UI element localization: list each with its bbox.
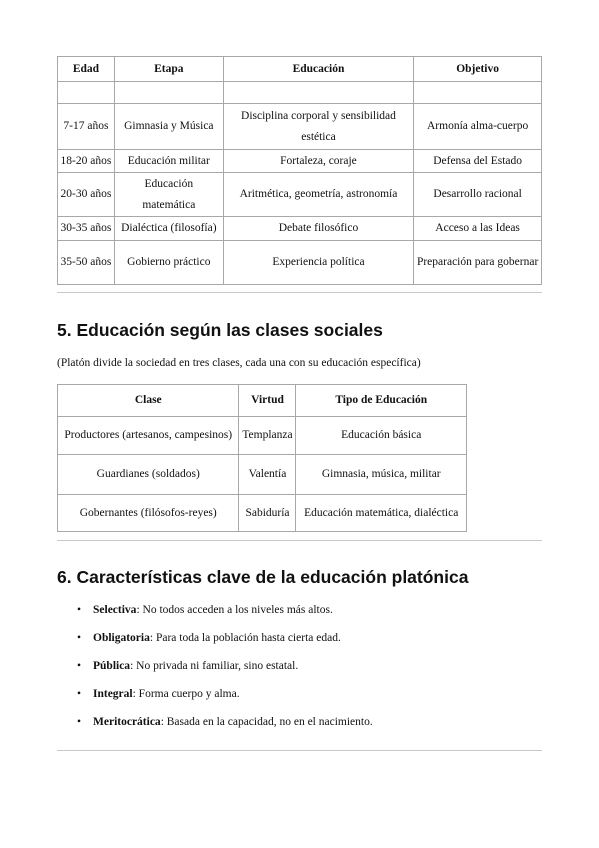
item-text: : Para toda la población hasta cierta edad. (149, 632, 341, 644)
item-term: Pública (93, 660, 131, 672)
table-row (58, 495, 467, 532)
cell-objective: Armonía alma-cuerpo (414, 104, 542, 150)
item-text: : No todos acceden a los niveles más altos. (136, 604, 333, 616)
header-objetivo: Objetivo (414, 57, 542, 82)
divider (57, 292, 542, 293)
divider (57, 540, 542, 541)
cell-objective: Defensa del Estado (414, 150, 542, 173)
cell-virtue: Valentía (239, 455, 296, 495)
cell-age: 35-50 años (58, 241, 115, 285)
item-text: : Forma cuerpo y alma. (132, 688, 240, 700)
cell-stage: Dialéctica (filosofía) (114, 217, 223, 241)
list-item (57, 658, 542, 686)
list-item (57, 602, 542, 630)
table-row (58, 417, 467, 455)
table-row (58, 217, 542, 241)
empty-row (58, 82, 542, 104)
bullet-icon: • (77, 604, 82, 616)
table-row (58, 455, 467, 495)
table-row (58, 173, 542, 217)
cell-education: Aritmética, geometría, astronomía (223, 173, 414, 217)
education-stages-table (57, 56, 542, 285)
cell-education: Experiencia política (223, 241, 414, 285)
cell-education: Fortaleza, coraje (223, 150, 414, 173)
header-etapa: Etapa (114, 57, 223, 82)
cell-education: Disciplina corporal y sensibilidad estética (223, 104, 414, 150)
divider (57, 750, 542, 751)
item-term: Obligatoria (93, 632, 150, 644)
cell-education-type: Educación básica (296, 417, 467, 455)
bullet-icon: • (77, 716, 82, 728)
cell-class: Guardianes (soldados) (58, 455, 239, 495)
list-item (57, 630, 542, 658)
header-clase: Clase (58, 385, 239, 417)
bullet-icon: • (77, 660, 82, 672)
cell-education-type: Gimnasia, música, militar (296, 455, 467, 495)
cell-stage: Gimnasia y Música (114, 104, 223, 150)
item-term: Integral (93, 688, 133, 700)
cell-education: Debate filosófico (223, 217, 414, 241)
header-tipo-educacion: Tipo de Educación (296, 385, 467, 417)
table-row (58, 150, 542, 173)
header-edad: Edad (58, 57, 115, 82)
item-term: Selectiva (93, 604, 137, 616)
list-item (57, 686, 542, 714)
bullet-icon: • (77, 632, 82, 644)
cell-age: 7-17 años (58, 104, 115, 150)
section-title: 6. Características clave de la educación platónica (57, 567, 469, 587)
cell-stage: Gobierno práctico (114, 241, 223, 285)
table-row (58, 241, 542, 285)
bullet-icon: • (77, 688, 82, 700)
cell-virtue: Sabiduría (239, 495, 296, 532)
section-note: (Platón divide la sociedad en tres clases, cada una con su educación específica) (57, 357, 421, 369)
characteristics-list (57, 602, 542, 742)
header-virtud: Virtud (239, 385, 296, 417)
list-item (57, 714, 542, 742)
item-text: : Basada en la capacidad, no en el nacimiento. (160, 716, 373, 728)
cell-class: Gobernantes (filósofos-reyes) (58, 495, 239, 532)
item-term: Meritocrática (93, 716, 161, 728)
section-title: 5. Educación según las clases sociales (57, 320, 383, 340)
cell-stage: Educación matemática (114, 173, 223, 217)
item-text: : No privada ni familiar, sino estatal. (130, 660, 299, 672)
cell-virtue: Templanza (239, 417, 296, 455)
cell-objective: Desarrollo racional (414, 173, 542, 217)
table-row (58, 104, 542, 150)
table-header-row (58, 385, 467, 417)
cell-class: Productores (artesanos, campesinos) (58, 417, 239, 455)
cell-age: 30-35 años (58, 217, 115, 241)
cell-objective: Acceso a las Ideas (414, 217, 542, 241)
cell-education-type: Educación matemática, dialéctica (296, 495, 467, 532)
table-header-row (58, 57, 542, 82)
cell-age: 20-30 años (58, 173, 115, 217)
header-educacion: Educación (223, 57, 414, 82)
social-classes-table (57, 384, 467, 532)
cell-age: 18-20 años (58, 150, 115, 173)
cell-stage: Educación militar (114, 150, 223, 173)
cell-objective: Preparación para gobernar (414, 241, 542, 285)
